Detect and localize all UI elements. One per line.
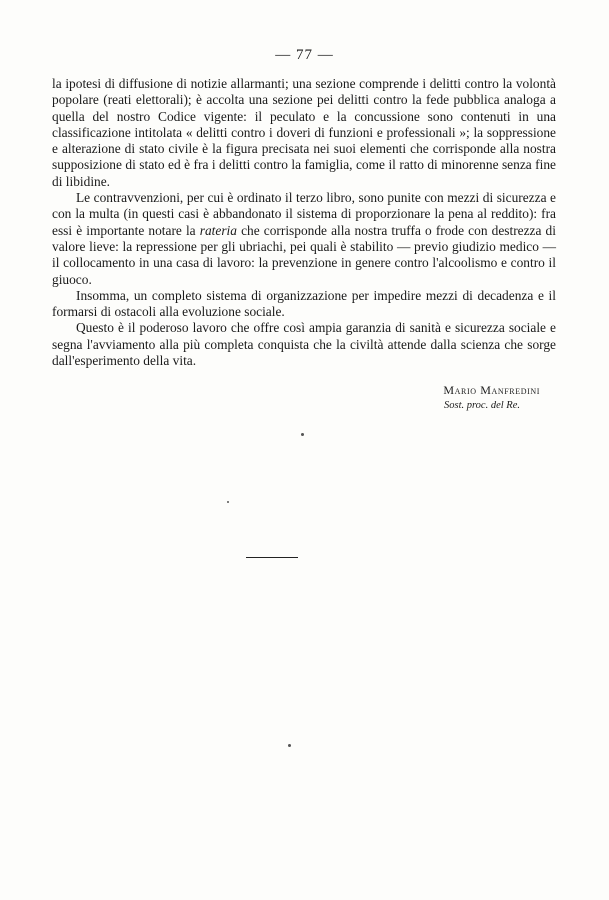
print-speck — [227, 501, 229, 503]
signature-title: Sost. proc. del Re. — [443, 400, 520, 411]
paragraph-4: Questo è il poderoso lavoro che offre così ampia garanzia di sanità e sicurezza sociale e segna l'avviamento alla più completa conquista che la civiltà attende dalla scienza che sorge dall'esperimento della vita. — [52, 320, 556, 369]
print-speck — [288, 744, 291, 747]
signature-name: Mario Manfredini — [443, 383, 540, 397]
page-number: — 77 — — [275, 47, 334, 63]
section-divider-rule — [246, 557, 298, 558]
paragraph-1: la ipotesi di diffusione di notizie allarmanti; una sezione comprende i delitti contro la volontà popolare (reati elettorali); è accolta una sezione pei delitti contro la fede pubblica analoga a quella del nostro Codice vigente: il peculato e la concussione sono contenuti in una classificazione intitolata « delitti contro i doveri di funzioni e professionali »; la soppressione e alterazione di stato civile è la figura precisata nei suoi elementi che corrisponde alla nostra supposizione di stato ed è fra i delitti contro la famiglia, come il ratto di minorenne senza fine di libidine. — [52, 76, 556, 189]
body-text — [52, 76, 556, 369]
paragraph-2 — [52, 190, 556, 288]
paragraph-2-italic-term: rateria — [199, 222, 237, 238]
signature-block — [300, 383, 540, 411]
print-speck — [301, 433, 304, 436]
paragraph-3: Insomma, un completo sistema di organizzazione per impedire mezzi di decadenza e il formarsi di ostacoli alla evoluzione sociale. — [52, 287, 556, 320]
paragraph-2-end: che corrisponde alla nostra truffa o frode con destrezza di valore lieve: la repressione per gli ubriachi, pei quali è stabilito — previo giudizio medico — il collocamento in una casa di lavoro: la prevenzione in genere contro l'alcoolismo e contro il giuoco. — [52, 222, 556, 287]
paragraph-2-start: Le contravvenzioni, per cui è ordinato il terzo libro, sono punite con mezzi di sicurezza e con la multa (in questi casi è abbandonato il sistema di proporzionare la pena al reddito): fra essi è importante notare la — [52, 190, 556, 238]
